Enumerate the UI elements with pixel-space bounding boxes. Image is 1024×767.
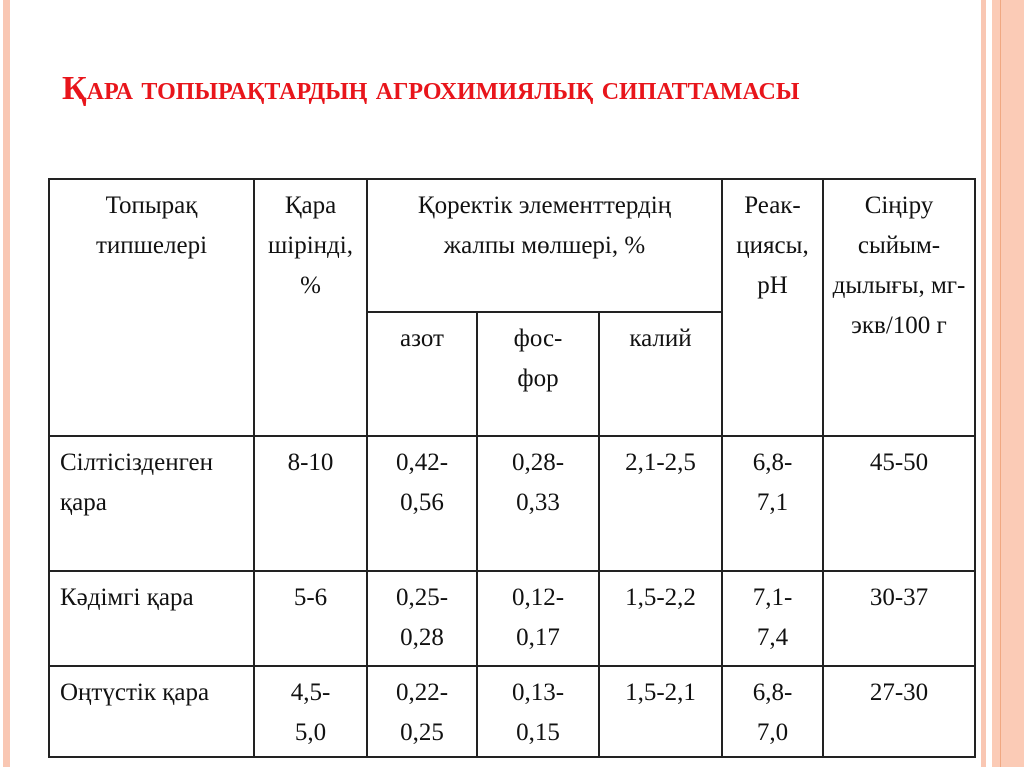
cell-humus: 5-6 bbox=[254, 571, 367, 666]
header-potassium: калий bbox=[599, 312, 722, 436]
slide-title: Қара топырақтардың агрохимиялық сипаттамасы bbox=[62, 70, 800, 107]
table-row bbox=[49, 436, 975, 571]
table-row bbox=[49, 666, 975, 757]
header-phosphorus: фос-фор bbox=[477, 312, 599, 436]
left-decor-stripe bbox=[3, 0, 10, 767]
header-nutrients: Қоректік элементтердің жалпы мөлшері, % bbox=[367, 179, 722, 312]
right-decor-line bbox=[1000, 0, 1001, 767]
cell-type: Оңтүстік қара bbox=[49, 666, 254, 757]
cell-capacity: 30-37 bbox=[823, 571, 975, 666]
soil-table bbox=[48, 178, 976, 758]
header-soil-type: Топырақ типшелері bbox=[49, 179, 254, 436]
cell-ph: 6,8-7,0 bbox=[722, 666, 823, 757]
right-decor-stripe-wide bbox=[992, 0, 1024, 767]
cell-nitrogen: 0,25-0,28 bbox=[367, 571, 477, 666]
cell-phosphorus: 0,12-0,17 bbox=[477, 571, 599, 666]
cell-humus: 8-10 bbox=[254, 436, 367, 571]
header-nitrogen: азот bbox=[367, 312, 477, 436]
cell-potassium: 1,5-2,1 bbox=[599, 666, 722, 757]
cell-potassium: 2,1-2,5 bbox=[599, 436, 722, 571]
header-ph: Реак-циясы, pH bbox=[722, 179, 823, 436]
cell-nitrogen: 0,42-0,56 bbox=[367, 436, 477, 571]
cell-potassium: 1,5-2,2 bbox=[599, 571, 722, 666]
cell-capacity: 27-30 bbox=[823, 666, 975, 757]
table-row bbox=[49, 571, 975, 666]
header-capacity: Сіңіру сыйым-дылығы, мг-экв/100 г bbox=[823, 179, 975, 436]
cell-capacity: 45-50 bbox=[823, 436, 975, 571]
header-humus: Қара шірінді, % bbox=[254, 179, 367, 436]
cell-humus: 4,5-5,0 bbox=[254, 666, 367, 757]
cell-nitrogen: 0,22-0,25 bbox=[367, 666, 477, 757]
cell-phosphorus: 0,13-0,15 bbox=[477, 666, 599, 757]
cell-type: Кәдімгі қара bbox=[49, 571, 254, 666]
cell-ph: 6,8-7,1 bbox=[722, 436, 823, 571]
cell-type: Сілтісізденген қара bbox=[49, 436, 254, 571]
cell-phosphorus: 0,28-0,33 bbox=[477, 436, 599, 571]
right-decor-stripe-thin bbox=[981, 0, 986, 767]
cell-ph: 7,1-7,4 bbox=[722, 571, 823, 666]
